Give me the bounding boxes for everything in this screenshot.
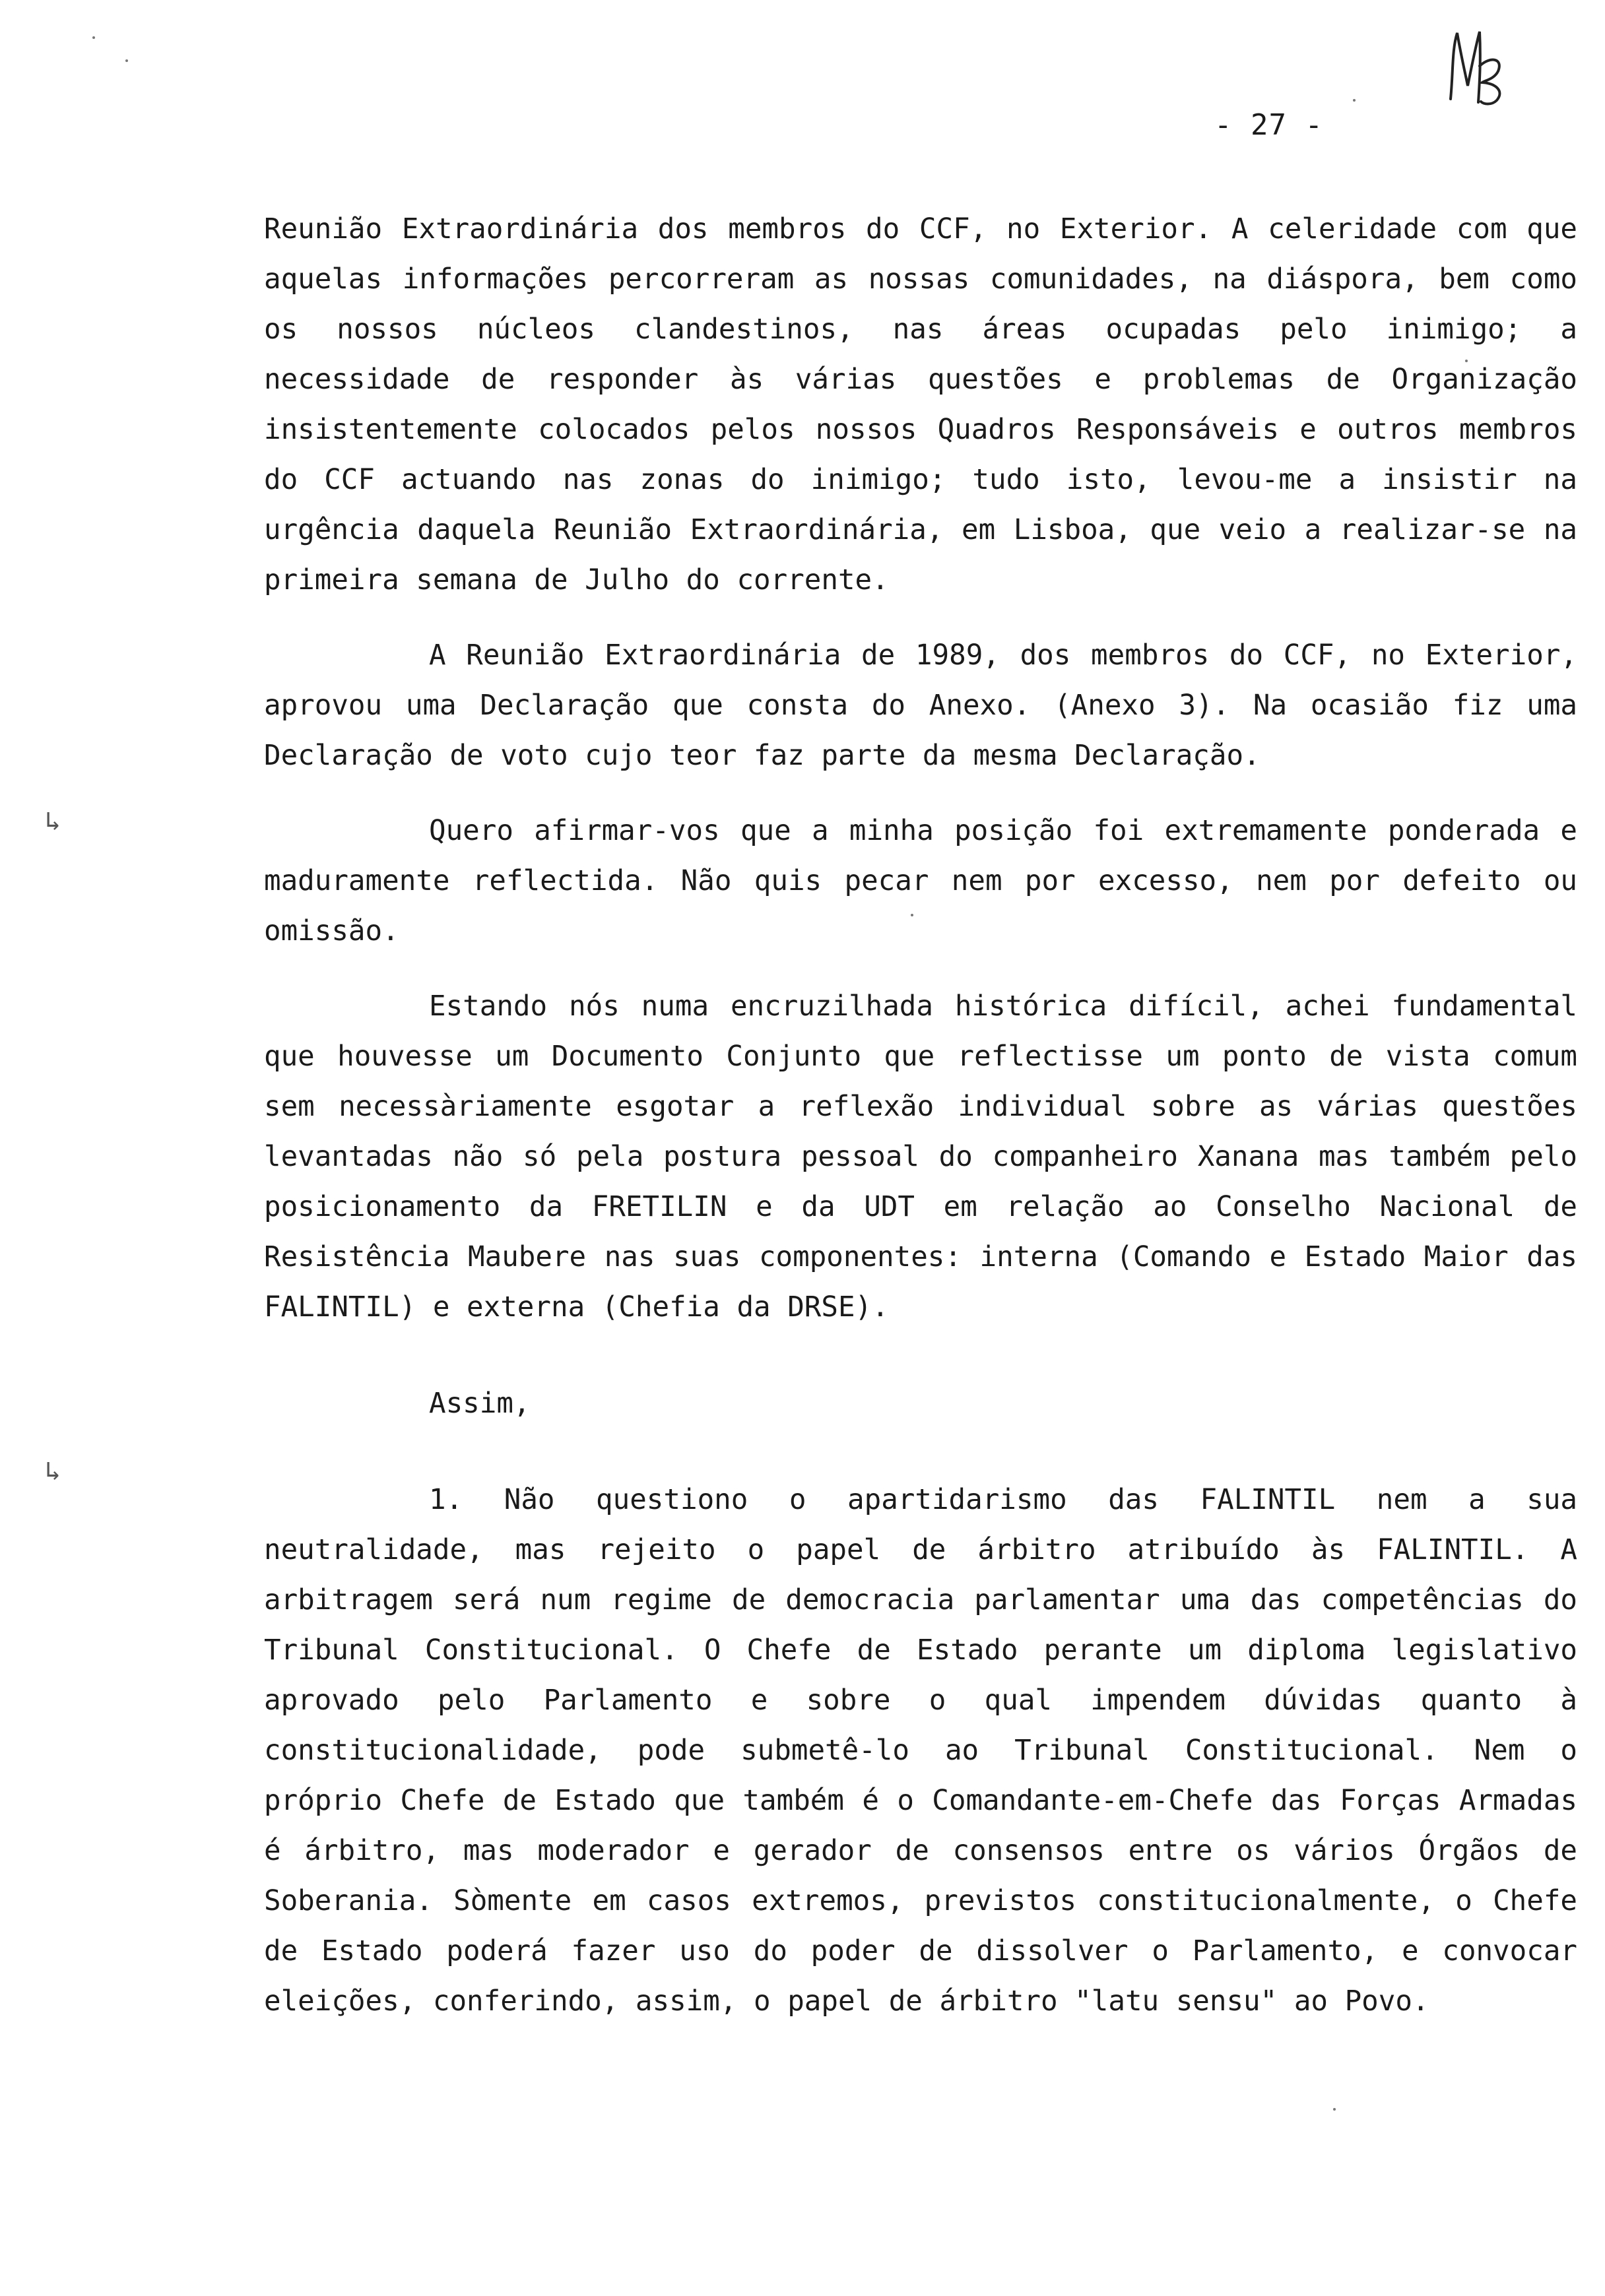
paragraph: Reunião Extraordinária dos membros do CCF, no Exterior. A celeridade com que aquelas informações percorreram as nossas comunidades, na diáspora, bem como os nossos núcleos clandestinos, nas áreas ocupadas pelo inimigo; a necessidade de responder às várias questões e problemas de Organização insistentemente colocados pelos nossos Quadros Responsáveis e outros membros do CCF actuando nas zonas do inimigo; tudo isto, levou-me a insistir na urgência daquela Reunião Extraordinária, em Lisboa, que veio a realizar-se na primeira semana de Julho do corrente.	[264, 213, 1577, 596]
document-body	[264, 205, 1577, 2027]
margin-mark: ↳	[45, 806, 61, 837]
handwritten-initials	[1439, 20, 1511, 112]
page-number: - 27 -	[1214, 108, 1323, 142]
paragraph: Quero afirmar-vos que a minha posição foi extremamente ponderada e maduramente reflectida. Não quis pecar nem por excesso, nem por defeito ou omissão.	[264, 815, 1577, 947]
paragraph: A Reunião Extraordinária de 1989, dos membros do CCF, no Exterior, aprovou uma Declaração que consta do Anexo. (Anexo 3). Na ocasião fiz uma Declaração de voto cujo teor faz parte da mesma Declaração.	[264, 639, 1577, 772]
signature-mark	[1439, 20, 1511, 112]
paragraph: Assim,	[429, 1387, 531, 1420]
scan-speck	[125, 59, 128, 62]
numbered-item: 1. Não questiono o apartidarismo das FALINTIL nem a sua neutralidade, mas rejeito o papel de árbitro atribuído às FALINTIL. A arbitragem será num regime de democracia parlamentar uma das competências do Tribunal Constitucional. O Chefe de Estado perante um diploma legislativo aprovado pelo Parlamento e sobre o qual impendem dúvidas quanto à constitucionalidade, pode submetê-lo ao Tribunal Constitucional. Nem o próprio Chefe de Estado que também é o Comandante-em-Chefe das Forças Armadas é árbitro, mas moderador e gerador de consensos entre os vários Órgãos de Soberania. Sòmente em casos extremos, previstos constitucionalmente, o Chefe de Estado poderá fazer uso do poder de dissolver o Parlamento, e convocar eleições, conferindo, assim, o papel de árbitro "latu sensu" ao Povo.	[264, 1484, 1577, 2018]
scan-speck	[1353, 99, 1356, 102]
scan-speck	[911, 914, 913, 916]
scan-speck	[1465, 360, 1468, 362]
scan-speck	[1333, 2108, 1336, 2111]
scan-speck	[92, 36, 95, 39]
paragraph: Estando nós numa encruzilhada histórica difícil, achei fundamental que houvesse um Documento Conjunto que reflectisse um ponto de vista comum sem necessàriamente esgotar a reflexão individual sobre as várias questões levantadas não só pela postura pessoal do companheiro Xanana mas também pelo posicionamento da FRETILIN e da UDT em relação ao Conselho Nacional de Resistência Maubere nas suas componentes: interna (Comando e Estado Maior das FALINTIL) e externa (Chefia da DRSE).	[264, 990, 1577, 1323]
margin-mark: ↳	[45, 1456, 61, 1486]
